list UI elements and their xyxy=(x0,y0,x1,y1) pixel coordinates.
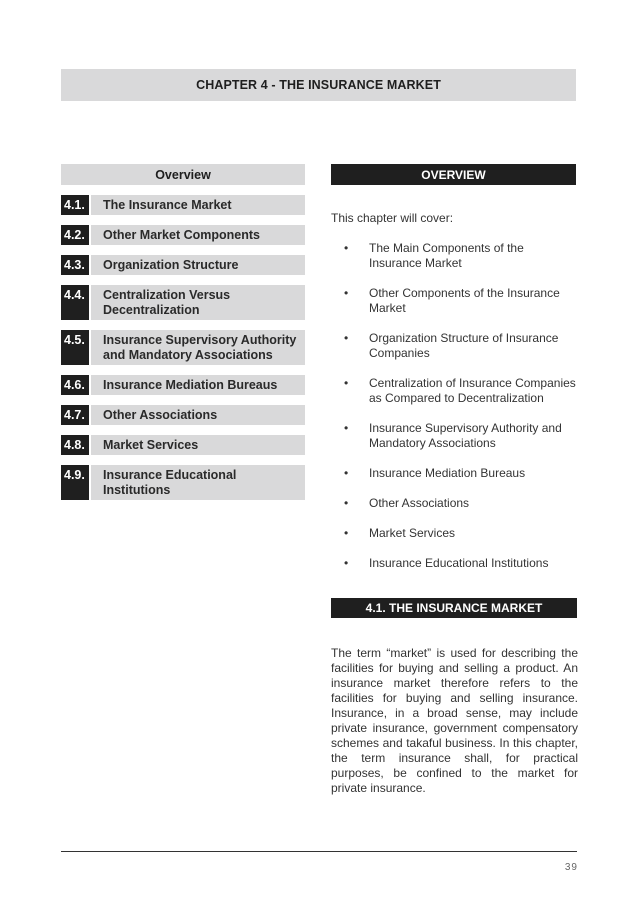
list-item xyxy=(331,331,577,361)
toc-label: The Insurance Market xyxy=(91,195,305,215)
toc-number: 4.5. xyxy=(61,330,89,365)
toc-label: Centralization Versus Decentralization xyxy=(91,285,305,320)
list-item xyxy=(331,466,577,481)
toc-label: Other Market Components xyxy=(91,225,305,245)
chapter-title: CHAPTER 4 - THE INSURANCE MARKET xyxy=(61,69,576,101)
bullet-icon: • xyxy=(344,421,349,435)
toc-number: 4.4. xyxy=(61,285,89,320)
toc-number: 4.2. xyxy=(61,225,89,245)
list-item-text: Market Services xyxy=(369,526,456,540)
bullet-icon: • xyxy=(344,556,349,570)
toc-item[interactable] xyxy=(61,405,305,425)
bullet-icon: • xyxy=(344,466,349,480)
section-heading: 4.1. THE INSURANCE MARKET xyxy=(331,598,577,618)
overview-heading: OVERVIEW xyxy=(331,164,576,185)
list-item xyxy=(331,376,577,406)
list-item-text: Centralization of Insurance Companies as Compared to Decentralization xyxy=(369,376,576,405)
toc-item[interactable] xyxy=(61,255,305,275)
toc-number: 4.1. xyxy=(61,195,89,215)
toc-number: 4.3. xyxy=(61,255,89,275)
footer-divider xyxy=(61,851,577,852)
bullet-icon: • xyxy=(344,496,349,510)
toc-item[interactable] xyxy=(61,285,305,320)
toc-item[interactable] xyxy=(61,195,305,215)
toc-label: Insurance Educational Institutions xyxy=(91,465,305,500)
toc-item[interactable] xyxy=(61,225,305,245)
body-paragraph: The term “market” is used for describing the facilities for buying and selling a product. An insurance market therefore refers to the facilities for buying and selling insurance. Insurance, in a broad sense, may include private insurance, government compensatory schemes and takaful business. In this chapter, the term insurance shall, for practical purposes, be confined to the market for private insurance. xyxy=(331,646,578,795)
toc-label: Organization Structure xyxy=(91,255,305,275)
list-item-text: Insurance Mediation Bureaus xyxy=(369,466,526,480)
intro-text: This chapter will cover: xyxy=(331,211,454,225)
bullet-icon: • xyxy=(344,526,349,540)
bullet-icon: • xyxy=(344,331,349,345)
toc-label: Market Services xyxy=(91,435,305,455)
list-item-text: Insurance Supervisory Authority and Mandatory Associations xyxy=(369,421,562,450)
toc-item[interactable] xyxy=(61,435,305,455)
toc-item[interactable] xyxy=(61,330,305,365)
page-number: 39 xyxy=(564,862,578,873)
bullet-icon: • xyxy=(344,241,349,255)
list-item-text: Other Components of the Insurance Market xyxy=(369,286,560,315)
overview-title: Overview xyxy=(61,164,305,185)
toc-item[interactable] xyxy=(61,465,305,500)
toc-label: Insurance Mediation Bureaus xyxy=(91,375,305,395)
list-item xyxy=(331,496,577,511)
list-item xyxy=(331,556,577,571)
bullet-icon: • xyxy=(344,376,349,390)
toc-number: 4.6. xyxy=(61,375,89,395)
list-item xyxy=(331,421,577,451)
toc-number: 4.9. xyxy=(61,465,89,500)
list-item-text: Insurance Educational Institutions xyxy=(369,556,549,570)
toc-number: 4.7. xyxy=(61,405,89,425)
list-item-text: Organization Structure of Insurance Companies xyxy=(369,331,559,360)
toc-item[interactable] xyxy=(61,375,305,395)
list-item xyxy=(331,286,577,316)
toc-label: Other Associations xyxy=(91,405,305,425)
list-item xyxy=(331,241,577,271)
list-item-text: The Main Components of the Insurance Market xyxy=(369,241,524,270)
toc-number: 4.8. xyxy=(61,435,89,455)
bullet-icon: • xyxy=(344,286,349,300)
toc-label: Insurance Supervisory Authority and Mandatory Associations xyxy=(91,330,305,365)
list-item xyxy=(331,526,577,541)
list-item-text: Other Associations xyxy=(369,496,470,510)
